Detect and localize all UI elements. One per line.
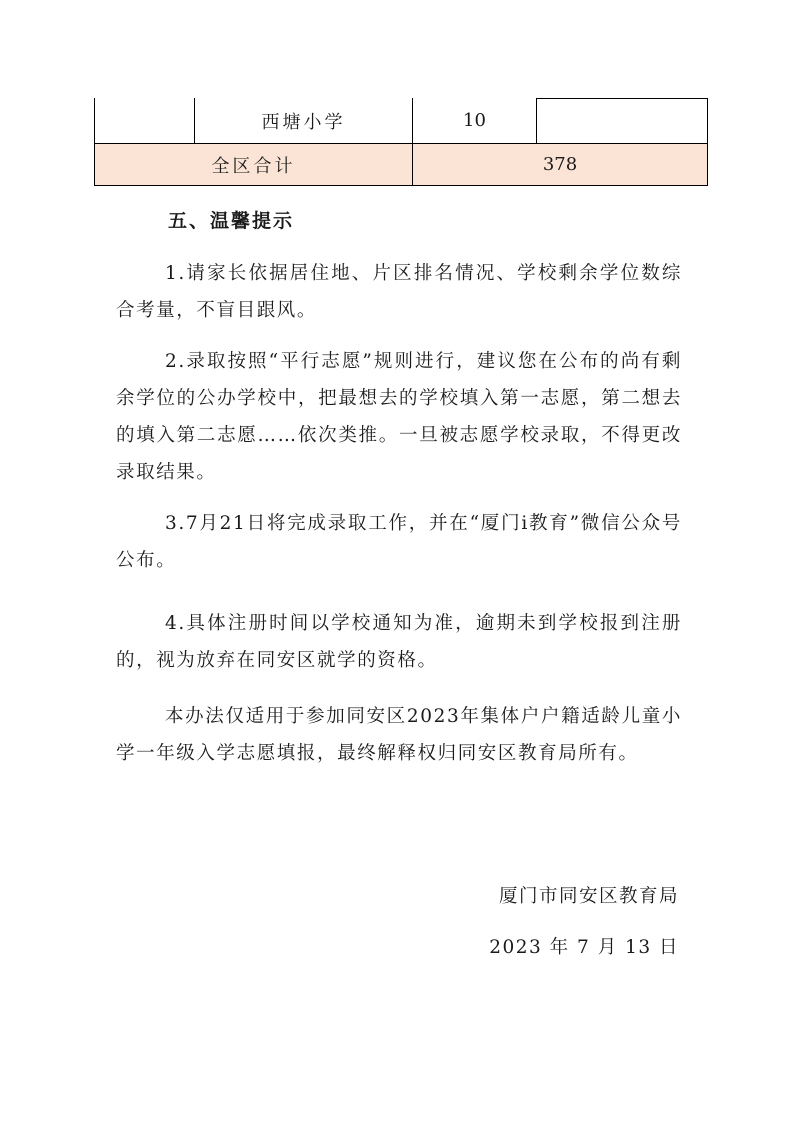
tip-paragraph-4: 4.具体注册时间以学校通知为准，逾期未到学校报到注册的，视为放弃在同安区就学的资格。	[116, 613, 682, 671]
total-label-cell: 全区合计	[95, 144, 413, 185]
tip-paragraph-1: 1.请家长依据居住地、片区排名情况、学校剩余学位数综合考量，不盲目跟风。	[116, 263, 682, 321]
school-name-cell: 西塘小学	[195, 98, 413, 143]
table-row	[94, 98, 708, 143]
table-cell-empty	[94, 98, 195, 143]
scope-paragraph: 本办法仅适用于参加同安区2023年集体户户籍适龄儿童小学一年级入学志愿填报，最终解释权归同安区教育局所有。	[116, 706, 682, 764]
total-value-cell: 378	[542, 154, 578, 175]
signature-date: 2023 年 7 月 13 日	[489, 937, 679, 958]
quota-table	[94, 98, 708, 186]
tip-paragraph-3: 3.7月21日将完成录取工作，并在“厦门i教育”微信公众号公布。	[116, 513, 682, 571]
table-cell-empty	[537, 98, 708, 143]
total-row	[94, 143, 708, 186]
signature-org: 厦门市同安区教育局	[498, 886, 679, 907]
section-heading: 五、温馨提示	[168, 210, 295, 232]
school-count-cell: 10	[413, 98, 537, 143]
tip-paragraph-2: 2.录取按照“平行志愿”规则进行，建议您在公布的尚有剩余学位的公办学校中，把最想去的学校填入第一志愿，第二想去的填入第二志愿……依次类推。一旦被志愿学校录取，不得更改录取结果。	[116, 351, 682, 483]
